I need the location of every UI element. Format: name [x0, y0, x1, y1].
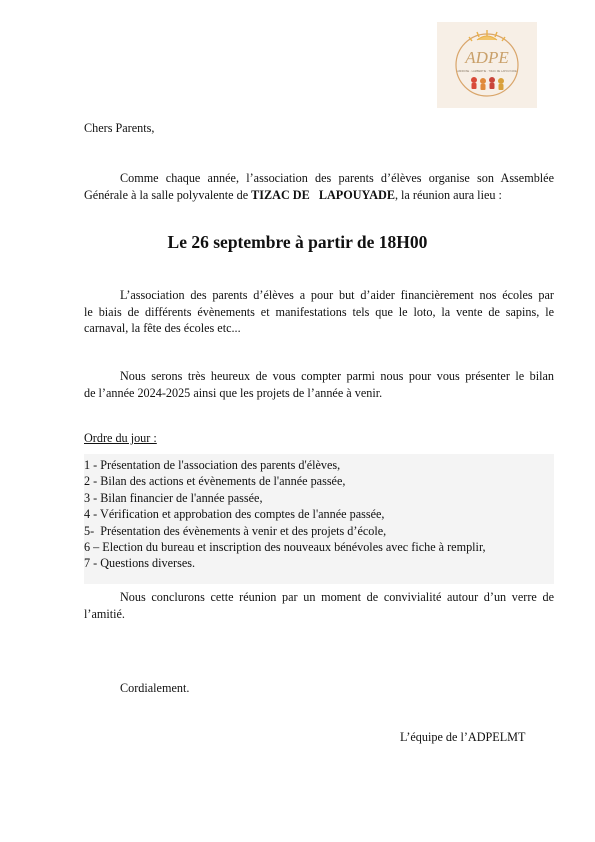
- presentation-line-2: de l’année 2024-2025 ainsi que les projets de l’année à venir.: [84, 385, 383, 400]
- conclusion-paragraph: [84, 589, 554, 622]
- intro-paragraph: [84, 170, 554, 203]
- purpose-paragraph: [84, 287, 554, 337]
- presentation-paragraph: [84, 368, 554, 401]
- logo-subtitle: AMIROSE · LAMBERTIE · TIZAC DE LAPOUYADE: [457, 70, 517, 73]
- agenda-item: 4 - Vérification et approbation des comptes de l'année passée,: [84, 507, 385, 522]
- agenda-item: 5- Présentation des évènements à venir et des projets d’école,: [84, 523, 387, 538]
- agenda-item: 7 - Questions diverses.: [84, 556, 196, 571]
- purpose-line-3: carnaval, la fête des écoles etc...: [84, 321, 241, 335]
- closing: Cordialement.: [120, 681, 190, 695]
- purpose-line-1: L’association des parents d’élèves a pour but d’aider financièrement nos écoles par: [120, 288, 554, 302]
- presentation-line-1: Nous serons très heureux de vous compter parmi nous pour vous présenter le bilan: [120, 369, 554, 383]
- intro-line-2-text: Générale à la salle polyvalente de: [84, 187, 252, 202]
- intro-line-2: [84, 187, 554, 204]
- conclusion-line-2: l’amitié.: [84, 606, 125, 621]
- greeting: Chers Parents,: [84, 121, 155, 135]
- conclusion-line-1: Nous conclurons cette réunion par un moment de convivialité autour d’un verre de: [120, 590, 554, 604]
- agenda-list: [84, 454, 554, 572]
- intro-line-2-end: , la réunion aura lieu :: [394, 187, 502, 202]
- agenda-item: 6 – Election du bureau et inscription des nouveaux bénévoles avec fiche à remplir,: [84, 540, 486, 555]
- agenda-box: [84, 454, 554, 584]
- agenda-item: 3 - Bilan financier de l'année passée,: [84, 490, 263, 505]
- association-logo: [437, 22, 537, 108]
- meeting-date-heading: Le 26 septembre à partir de 18H00: [167, 232, 428, 252]
- agenda-item: 2 - Bilan des actions et évènements de l'année passée,: [84, 474, 346, 489]
- venue-name: TIZAC DE LAPOUYADE: [251, 187, 395, 202]
- intro-line-1: Comme chaque année, l’association des parents d’élèves organise son Assemblée: [120, 171, 554, 185]
- signature: L’équipe de l’ADPELMT: [400, 730, 526, 744]
- logo-letters: ADPE: [465, 48, 509, 67]
- agenda-item: 1 - Présentation de l'association des parents d'élèves,: [84, 458, 341, 472]
- agenda-title: Ordre du jour :: [84, 431, 157, 445]
- purpose-line-2: le biais de différents évènements et manifestations tels que le loto, la vente de sapins, le: [84, 304, 554, 319]
